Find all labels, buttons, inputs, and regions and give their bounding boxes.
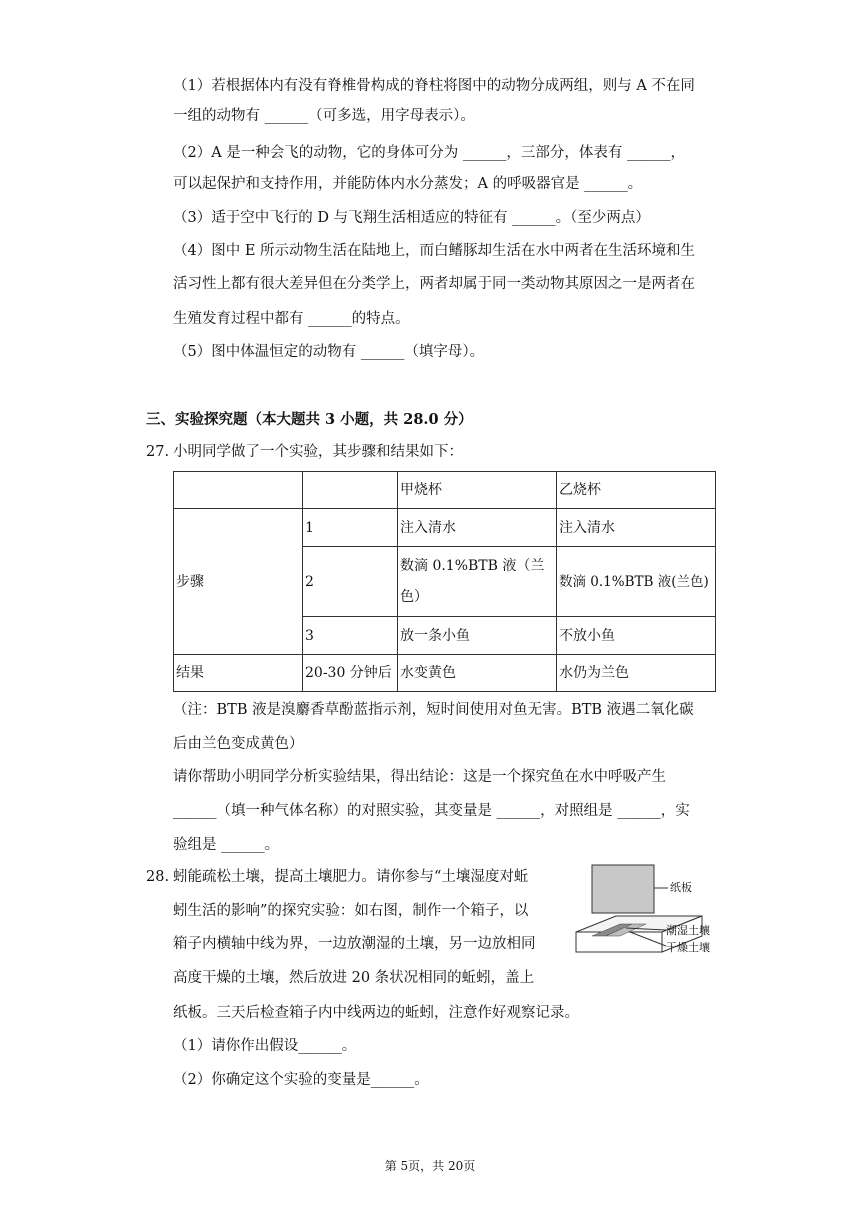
- q28-line4: 高度干燥的土壤，然后放进 20 条状况相同的蚯蚓，盖上: [173, 970, 535, 986]
- steps-label: 步骤: [174, 509, 303, 655]
- table-row: [174, 509, 716, 547]
- table-row: [174, 655, 716, 692]
- q26-part1-line1: （1）若根据体内有没有脊椎骨构成的脊柱将图中的动物分成两组，则与 A 不在同: [173, 78, 695, 94]
- q28-line1: 蚓能疏松土壤，提高土壤肥力。请你参与“土壤湿度对蚯: [173, 869, 529, 885]
- q28-sub2: （2）你确定这个实验的变量是______。: [173, 1072, 429, 1088]
- header-yi: 乙烧杯: [557, 472, 716, 509]
- q27-note-line1: （注：BTB 液是溴麝香草酚蓝指示剂，短时间使用对鱼无害。BTB 液遇二氧化碳: [173, 702, 694, 718]
- q26-part2-line1: （2）A 是一种会飞的动物，它的身体可分为 ______，三部分，体表有 ______，: [173, 145, 686, 161]
- q26-part3: （3）适于空中飞行的 D 与飞翔生活相适应的特征有 ______。（至少两点）: [173, 210, 650, 226]
- q28-line5: 纸板。三天后检查箱子内中线两边的蚯蚓，注意作好观察记录。: [173, 1005, 579, 1021]
- q28-sub1: （1）请你作出假设______。: [173, 1038, 357, 1054]
- q27-intro: 小明同学做了一个实验，其步骤和结果如下：: [173, 444, 463, 460]
- page-footer: 第 5页，共 20页: [384, 1159, 476, 1173]
- cell-jia-line1: 数滴 0.1%BTB 液（兰: [400, 557, 545, 574]
- cell-yi: 注入清水: [557, 509, 716, 547]
- q27-number: 27.: [146, 444, 170, 460]
- label-board: 纸板: [670, 881, 692, 894]
- q26-part4-line1: （4）图中 E 所示动物生活在陆地上，而白鳍豚却生活在水中两者在生活环境和生: [173, 243, 696, 259]
- earthworm-box-figure: [562, 862, 722, 974]
- step-number: 1: [303, 509, 398, 547]
- q27-ask-line2: ______（填一种气体名称）的对照实验，其变量是 ______，对照组是 ______，实: [173, 803, 690, 819]
- q28-line2: 蚓生活的影响”的探究实验：如右图，制作一个箱子，以: [173, 903, 529, 919]
- header-jia: 甲烧杯: [398, 472, 557, 509]
- cardboard-lid: [592, 865, 654, 913]
- experiment-table: [173, 471, 716, 692]
- cell-jia-line2: 色）: [400, 588, 428, 605]
- q26-part1-line2: 一组的动物有 ______（可多选，用字母表示）。: [173, 108, 475, 124]
- step-number: 2: [303, 547, 398, 617]
- step-number: 3: [303, 617, 398, 655]
- q26-part4-line2: 活习性上都有很大差异但在分类学上，两者却属于同一类动物其原因之一是两者在: [173, 276, 695, 292]
- label-wet-soil: 潮湿土壤: [666, 924, 710, 937]
- cell-jia: 注入清水: [398, 509, 557, 547]
- q28-number: 28.: [146, 869, 170, 885]
- q26-part2-line2: 可以起保护和支持作用，并能防体内水分蒸发；A 的呼吸器官是 ______。: [173, 176, 643, 192]
- table-cell-empty: [174, 472, 303, 509]
- table-cell-empty: [303, 472, 398, 509]
- cell-yi: 水仍为兰色: [557, 655, 716, 692]
- q28-line3: 箱子内横轴中线为界，一边放潮湿的土壤，另一边放相同: [173, 936, 536, 952]
- q27-note-line2: 后由兰色变成黄色）: [173, 736, 304, 752]
- section-heading: 三、实验探究题（本大题共 3 小题，共 28.0 分）: [146, 411, 473, 428]
- q26-part5: （5）图中体温恒定的动物有 ______（填字母）。: [173, 344, 485, 360]
- cell-jia: 水变黄色: [398, 655, 557, 692]
- result-time: 20-30 分钟后: [303, 655, 398, 692]
- cell-yi: 不放小鱼: [557, 617, 716, 655]
- q26-part4-line3: 生殖发育过程中都有 ______的特点。: [173, 311, 410, 327]
- label-dry-soil: 干燥土壤: [666, 941, 710, 954]
- q27-ask-line3: 验组是 ______。: [173, 837, 280, 853]
- result-label: 结果: [174, 655, 303, 692]
- cell-jia: 放一条小鱼: [398, 617, 557, 655]
- table-header-row: [174, 472, 716, 509]
- cell-yi: 数滴 0.1%BTB 液(兰色): [557, 547, 716, 617]
- cell-jia: [398, 547, 557, 617]
- q27-ask-line1: 请你帮助小明同学分析实验结果，得出结论：这是一个探究鱼在水中呼吸产生: [173, 769, 666, 785]
